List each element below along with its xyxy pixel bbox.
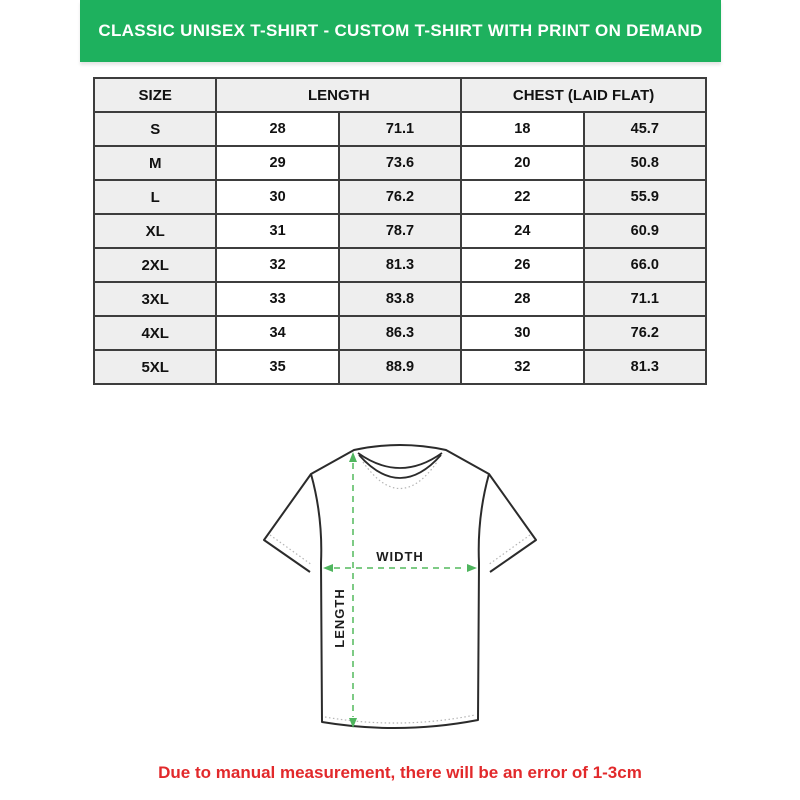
cell-length-in: 31 <box>216 214 338 248</box>
table-row <box>94 282 706 316</box>
cell-length-in: 32 <box>216 248 338 282</box>
table-row <box>94 316 706 350</box>
tshirt-diagram <box>250 437 550 742</box>
cell-chest-in: 20 <box>461 146 583 180</box>
table-row <box>94 112 706 146</box>
cell-chest-cm: 66.0 <box>584 248 706 282</box>
tshirt-left-sleeve <box>264 474 311 572</box>
cell-size: S <box>94 112 216 146</box>
table-row <box>94 350 706 384</box>
width-label: WIDTH <box>376 549 424 564</box>
cell-size: 3XL <box>94 282 216 316</box>
header-size: SIZE <box>94 78 216 112</box>
table-row <box>94 146 706 180</box>
cell-length-cm: 78.7 <box>339 214 461 248</box>
cell-size: 2XL <box>94 248 216 282</box>
cell-size: 5XL <box>94 350 216 384</box>
cell-chest-cm: 71.1 <box>584 282 706 316</box>
cell-size: 4XL <box>94 316 216 350</box>
cell-length-cm: 73.6 <box>339 146 461 180</box>
cell-size: XL <box>94 214 216 248</box>
header-length: LENGTH <box>216 78 461 112</box>
cell-size: L <box>94 180 216 214</box>
cell-chest-in: 32 <box>461 350 583 384</box>
cell-length-in: 30 <box>216 180 338 214</box>
cell-length-cm: 71.1 <box>339 112 461 146</box>
size-table-body <box>94 112 706 384</box>
cell-length-cm: 88.9 <box>339 350 461 384</box>
tshirt-right-sleeve <box>489 474 536 572</box>
left-sleeve-stitch-line <box>270 535 312 565</box>
title-banner <box>80 0 721 62</box>
cell-length-cm: 83.8 <box>339 282 461 316</box>
cell-length-cm: 81.3 <box>339 248 461 282</box>
cell-length-in: 34 <box>216 316 338 350</box>
table-row <box>94 248 706 282</box>
right-sleeve-stitch-line <box>488 535 530 565</box>
length-label: LENGTH <box>332 588 347 648</box>
header-row <box>94 78 706 112</box>
size-table-container <box>93 77 707 385</box>
cell-chest-in: 26 <box>461 248 583 282</box>
cell-chest-cm: 81.3 <box>584 350 706 384</box>
size-table <box>93 77 707 385</box>
cell-chest-cm: 76.2 <box>584 316 706 350</box>
cell-length-in: 33 <box>216 282 338 316</box>
cell-length-in: 35 <box>216 350 338 384</box>
cell-chest-in: 30 <box>461 316 583 350</box>
page-title: CLASSIC UNISEX T-SHIRT - CUSTOM T-SHIRT WITH PRINT ON DEMAND <box>98 21 703 40</box>
cell-chest-in: 18 <box>461 112 583 146</box>
cell-length-in: 28 <box>216 112 338 146</box>
cell-length-cm: 76.2 <box>339 180 461 214</box>
table-row <box>94 214 706 248</box>
cell-size: M <box>94 146 216 180</box>
cell-chest-in: 22 <box>461 180 583 214</box>
cell-chest-in: 28 <box>461 282 583 316</box>
cell-length-cm: 86.3 <box>339 316 461 350</box>
tshirt-torso-outline <box>311 445 489 728</box>
cell-chest-cm: 45.7 <box>584 112 706 146</box>
cell-length-in: 29 <box>216 146 338 180</box>
cell-chest-cm: 50.8 <box>584 146 706 180</box>
cell-chest-in: 24 <box>461 214 583 248</box>
cell-chest-cm: 55.9 <box>584 180 706 214</box>
measurement-disclaimer: Due to manual measurement, there will be an error of 1-3cm <box>158 763 642 782</box>
size-table-header <box>94 78 706 112</box>
header-chest: CHEST (LAID FLAT) <box>461 78 706 112</box>
table-row <box>94 180 706 214</box>
cell-chest-cm: 60.9 <box>584 214 706 248</box>
